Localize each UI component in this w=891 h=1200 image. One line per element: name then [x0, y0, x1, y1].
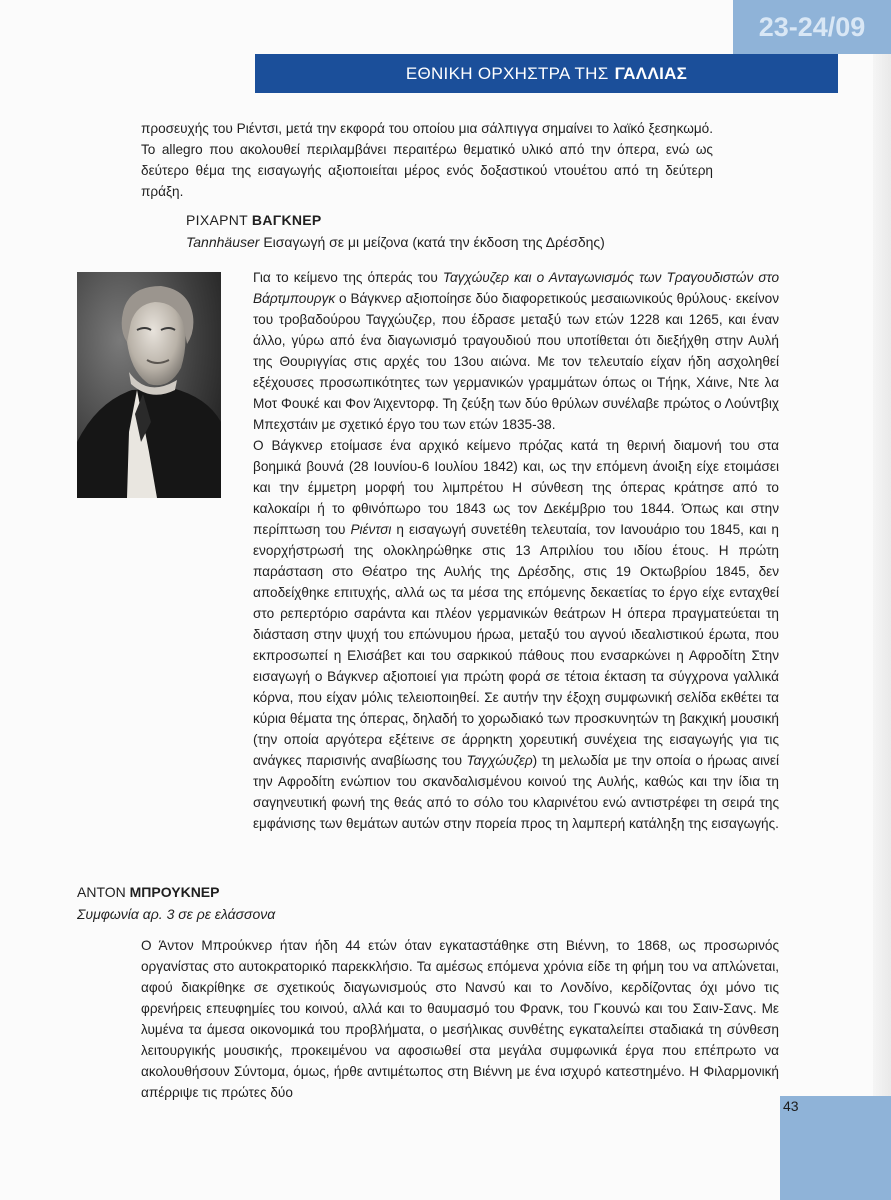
- wagner-work-heading: [186, 234, 605, 250]
- wagner-first-name: ΡΙΧΑΡΝΤ: [186, 212, 249, 228]
- wagner-p2-text-c: ) τη μελωδία με την οποία ο ήρωας αινεί την Αφροδίτη ενώπιον του σκανδαλισμένου κοινού της Αυλής, καθώς και την ίδια τη σαγηνευτική φωνή της θεάς από το σόλο του κλαρινέτου ενώ αντιστρέφει τη σειρά της εμφάνισης των θεμάτων αυτών στην πορεία προς τη λαμπερή κατάληξη της εισαγωγής.: [253, 753, 779, 831]
- bruckner-last-name: ΜΠΡΟΥΚΝΕΡ: [129, 884, 220, 900]
- wagner-work-subtitle: Εισαγωγή σε μι μείζονα (κατά την έκδοση της Δρέσδης): [263, 234, 605, 250]
- intro-paragraph: προσευχής του Ριέντσι, μετά την εκφορά του οποίου μια σάλπιγγα σημαίνει το λαϊκό ξεσηκωμό. Το allegro που ακολουθεί περιλαμβάνει περαιτέρω θεματικό υλικό από την όπερα, ενώ ως δεύτερο θέμα της εισαγωγής αξιοποιείται μέρος ενός δοξαστικού ντουέτου από τη δεύτερη πράξη.: [141, 121, 713, 199]
- bruckner-first-name: ΑΝΤΟΝ: [77, 884, 126, 900]
- portrait-image: [77, 272, 221, 498]
- wagner-work-title: Tannhäuser: [186, 234, 260, 250]
- wagner-paragraph-2: [253, 435, 779, 834]
- orchestra-prefix: ΕΘΝΙΚΗ ΟΡΧΗΣΤΡΑ ΤΗΣ: [405, 63, 609, 83]
- wagner-p2-tannhauser: Ταγχώυζερ: [466, 753, 533, 768]
- bruckner-composer-heading: [77, 884, 220, 900]
- bruckner-work-title: Συμφωνία αρ. 3 σε ρε ελάσσονα: [77, 906, 276, 922]
- wagner-p1-text-a: Για το κείμενο της όπεράς του: [253, 270, 443, 285]
- wagner-p2-text-a: Ο Βάγκνερ ετοίμασε ένα αρχικό κείμενο πρόζας κατά τη θερινή διαμονή του στα βοημικά βουνά (28 Ιουνίου-6 Ιουλίου 1842) και, ως την επόμενη άνοιξη είχε ετοιμάσει και την έμμετρη μορφή του λιμπρέτου Η σύνθεση της όπερας κράτησε από το καλοκαίρι ή το φθινόπωρο του 1843 ως τον Δεκέμβριο του 1844. Όπως και στην περίπτωση του: [253, 438, 779, 537]
- wagner-p2-text-b: η εισαγωγή συνετέθη τελευταία, τον Ιανουάριο του 1845, και η ενορχήστρωσή της ολοκληρώθηκε στις 13 Απριλίου του ιδίου έτους. Η πρώτη παράσταση στο Θέατρο της Αυλής της Δρέσδης, στις 19 Οκτωβρίου 1845, δεν αποδείχθηκε επιτυχής, αλλά ως τα μέσα της επόμενης δεκαετίας το έργο είχε ενταχθεί στο ρεπερτόριο σαράντα και πλέον γερμανικών θεάτρων Η όπερα πραγματεύεται τη διάσταση στην ψυχή του επώνυμου ήρωα, μεταξύ του αγνού ιδεαλιστικού έρωτα, που εκπροσωπεί η Ελισάβετ και του σαρκικού πάθους που ενσαρκώνει η Αφροδίτη Στην εισαγωγή ο Βάγκνερ αξιοποιεί για πρώτη φορά σε τέτοια έκταση τα σύγχρονα γαλλικά κόρνα, που είχαν μόλις τελειοποιηθεί. Σε αυτήν την έξοχη συμφωνική σελίδα εκθέτει τα κύρια θέματα της όπερας, δηλαδή το χορωδιακό των προσκυνητών τη βακχική μουσική (την οποία αργότερα εξέτεινε σε άρρηκτη χορευτική συνέχεια της εισαγωγής για τις ανάγκες παρισινής αναβίωσης του: [253, 522, 779, 768]
- page-edge: [873, 0, 891, 1200]
- bruckner-paragraph: Ο Άντον Μπρούκνερ ήταν ήδη 44 ετών όταν εγκαταστάθηκε στη Βιέννη, το 1868, ως προσωρινός οργανίστας στο αυτοκρατορικό παρεκκλήσιο. Τα αμέσως επόμενα χρόνια είδε τη φήμη του να απλώνεται, αφού διακρίθηκε σε σχετικούς διαγωνισμούς στο Νανσύ και το Λονδίνο, κερδίζοντας όχι μόνο τις φρενήρεις επευφημίες του κοινού, αλλά και το θαυμασμό του Φρανκ, του Γκουνώ και του Σαιν-Σανς. Με λυμένα τα άμεσα οικονομικά του προβλήματα, ο μεσήλικας συνθέτης εγκαταλείπει σταδιακά τη σύνθεση λειτουργικής μουσικής, προκειμένου να αφοσιωθεί στα μεγάλα συμφωνικά έργα που επέπρωτο να ακολουθήσουν Σύντομα, όμως, ήρθε αντιμέτωπος στη Βιέννη με ένα ισχυρό κατεστημένο. Η Φιλαρμονική απέρριψε τις πρώτες δύο: [141, 938, 779, 1100]
- wagner-last-name: ΒΑΓΚΝΕΡ: [251, 212, 322, 228]
- header-bar: [255, 54, 838, 93]
- wagner-composer-heading: [186, 212, 322, 228]
- wagner-p1-opera-title: Ταγχώυζερ και ο Ανταγωνισμός των Τραγουδιστών στο Βάρτμπουργκ: [253, 270, 779, 306]
- wagner-p1-text-b: ο Βάγκνερ αξιοποίησε δύο διαφορετικούς μεσαιωνικούς θρύλους· εκείνον του τροβαδούρου Ταγχώυζερ, που έδρασε μεταξύ των ετών 1228 και 1265, και έναν άλλο, γύρω από ένα διαγωνισμό τραγουδιού που υποτίθεται ότι διεξήχθη στην Αυλή της Θουριγγίας στις αρχές του 13ου αιώνα. Με τον τελευταίο είχαν ήδη ασχοληθεί εξέχουσες προσωπικότητες των γερμανικών γραμμάτων όπως οι Τήηκ, Χάινε, Ντε λα Μοτ Φουκέ και Φον Άιχεντορφ. Τη ζεύξη των δύο θρύλων συνέλαβε πρώτος ο Λούντβιχ Μπεχστάιν με σχετικό έργο του των ετών 1835-38.: [253, 291, 779, 432]
- date-tab: 23-24/09: [733, 0, 891, 54]
- page-number: 43: [783, 1098, 799, 1114]
- wagner-p2-rienzi: Ριέντσι: [350, 522, 392, 537]
- orchestra-country: ΓΑΛΛΙΑΣ: [614, 63, 688, 83]
- wagner-portrait-photo: [77, 272, 221, 498]
- wagner-body: [253, 267, 779, 834]
- wagner-paragraph-1: [253, 267, 779, 435]
